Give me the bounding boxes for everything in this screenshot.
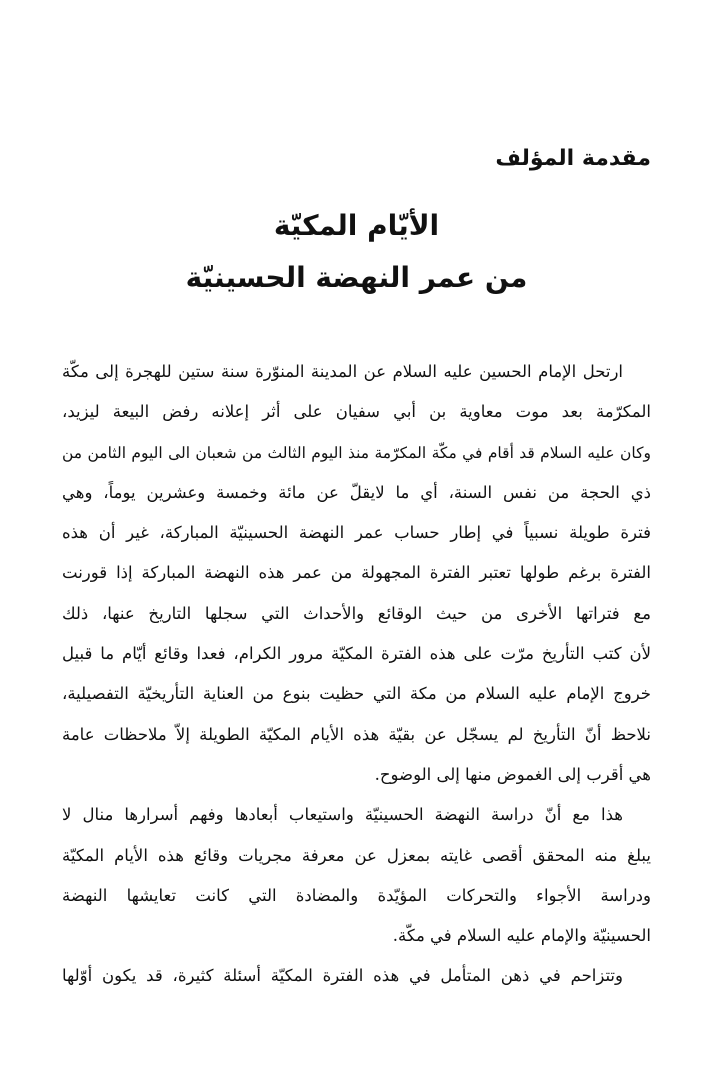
body-text bbox=[62, 352, 651, 997]
text-line: لأن كتب التأريخ مرّت على هذه الفترة المكيّة مرور الكرام، فعدا وقائع أيّام ما قبيل bbox=[62, 644, 651, 664]
section-heading: مقدمة المؤلف bbox=[495, 146, 651, 171]
paragraph-2 bbox=[62, 795, 651, 956]
text-line: الفترة برغم طولها تعتبر الفترة المجهولة من عمر هذه النهضة المباركة إذا قورنت bbox=[62, 563, 651, 583]
text-line: وتتزاحم في ذهن المتأمل في هذه الفترة المكيّة أسئلة كثيرة، قد يكون أوّلها bbox=[62, 966, 623, 986]
text-line: وكان عليه السلام قد أقام في مكّة المكرّمة منذ اليوم الثالث من شعبان الى اليوم الثامن من bbox=[62, 443, 651, 462]
text-line: هي أقرب إلى الغموض منها إلى الوضوح. bbox=[374, 764, 651, 784]
text-line: ذي الحجة من نفس السنة، أي ما لايقلّ عن مائة وخمسة وعشرين يوماً، وهي bbox=[62, 482, 651, 502]
chapter-title-line-2: من عمر النهضة الحسينيّة bbox=[185, 261, 528, 294]
text-line: الحسينيّة والإمام عليه السلام في مكّة. bbox=[392, 926, 651, 946]
text-line: يبلغ منه المحقق أقصى غايته بمعزل عن معرفة مجريات وقائع هذه الأيام المكيّة bbox=[62, 845, 651, 865]
paragraph-3 bbox=[62, 956, 651, 996]
chapter-title bbox=[0, 200, 713, 304]
paragraph-1 bbox=[62, 352, 651, 795]
text-line: نلاحظ أنّ التأريخ لم يسجّل عن بقيّة هذه الأيام المكيّة الطويلة إلاّ ملاحظات عامة bbox=[62, 724, 651, 744]
chapter-title-line-1: الأيّام المكيّة bbox=[273, 209, 440, 242]
text-line: ارتحل الإمام الحسين عليه السلام عن المدينة المنوّرة سنة ستين للهجرة إلى مكّة bbox=[62, 362, 623, 381]
text-line: ودراسة الأجواء والتحركات المؤيّدة والمضادة التي كانت تعايشها النهضة bbox=[62, 885, 651, 905]
text-line: المكرّمة بعد موت معاوية بن أبي سفيان على أثر إعلانه رفض البيعة ليزيد، bbox=[62, 402, 651, 422]
text-line: مع فتراتها الأخرى من حيث الوقائع والأحداث التي سجلها التاريخ عنها، ذلك bbox=[62, 603, 651, 623]
text-line: فترة طويلة نسبياً في إطار حساب عمر النهضة الحسينيّة المباركة، غير أن هذه bbox=[62, 523, 651, 543]
text-line: هذا مع أنّ دراسة النهضة الحسينيّة واستيعاب أبعادها وفهم أسرارها منال لا bbox=[62, 805, 623, 825]
text-line: خروج الإمام عليه السلام من مكة التي حظيت بنوع من العناية التأريخيّة التفصيلية، bbox=[62, 684, 651, 704]
